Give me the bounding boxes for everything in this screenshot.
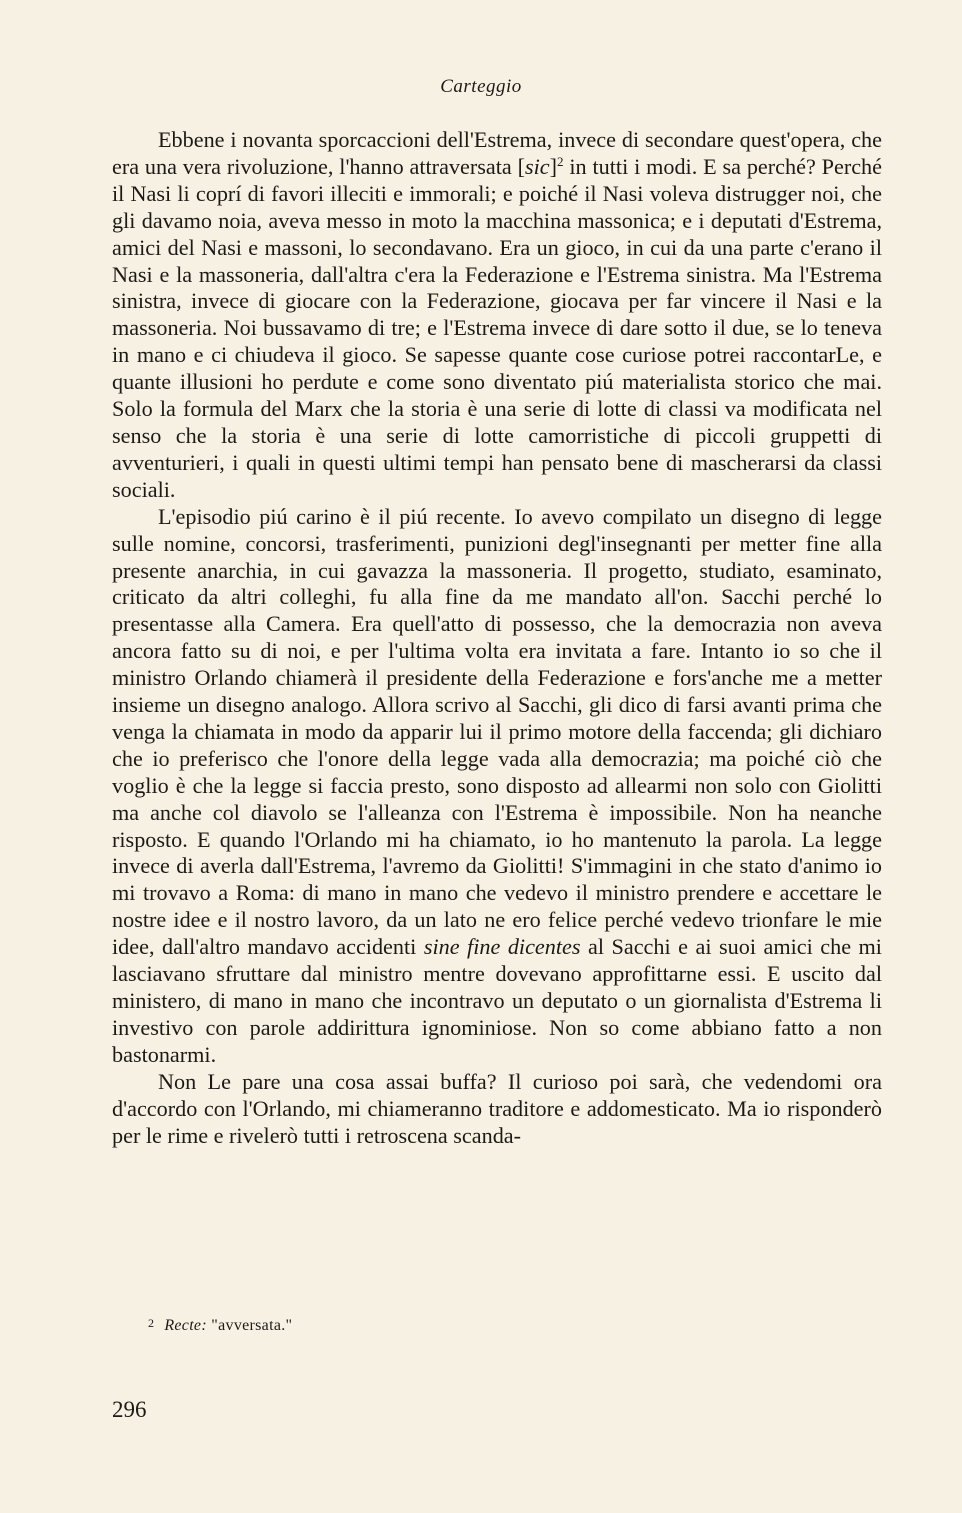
latin-phrase: sine fine dicentes	[423, 934, 581, 960]
paragraph-2-text-a: L'episodio piú carino è il piú recente. Io avevo compilato un disegno di legge sulle nomine, concorsi, trasferimenti, punizioni degl'insegnanti per metter fine alla presente anarchia, in cui gavazza la massoneria. Il progetto, studiato, esaminato, criticato da altri colleghi, fu alla fine da me mandato all'on. Sacchi perché lo presentasse alla Camera. Era quell'atto di possesso, che la democrazia non aveva ancora fatto su di noi, e per l'ultima volta era invitata a fare. Intanto io so che il ministro Orlando chiamerà il presidente della Federazione e fors'anche me a metter insieme un disegno analogo. Allora scrivo al Sacchi, gli dico di farsi avanti prima che venga la chiamata in modo da apparir lui il primo motore della faccenda; gli dichiaro che io preferisco che l'onore della legge vada alla democrazia; ma poiché ciò che voglio è che la legge si faccia presto, sono disposto ad allearmi non solo con Giolitti ma anche col diavolo se l'alleanza con l'Estrema è impossibile. Non ha neanche risposto. E quando l'Orlando mi ha chiamato, io ho mantenuto la parola. La legge invece di averla dall'Estrema, l'avremo da Giolitti! S'immagini in che stato d'animo io mi trovavo a Roma: di mano in mano che vedevo il ministro prendere e accettare le nostre idee e il nostro lavoro, da un lato ne ero felice perché vedevo trionfare le mie idee, dall'altro mandavo accidenti	[112, 503, 882, 960]
paragraph-3: Non Le pare una cosa assai buffa? Il curioso poi sarà, che vedendomi ora d'accordo con l'Orlando, mi chiameranno traditore e addomesticato. Ma io risponderò per le rime e rivelerò tutti i retroscena scanda-	[112, 1068, 882, 1148]
paragraph-2	[112, 504, 882, 1069]
footnote-label: Recte:	[164, 1317, 207, 1334]
sic-marker: sic	[524, 153, 550, 179]
footnote-reference: 2	[557, 153, 564, 169]
paragraph-1-bracket: ]	[549, 153, 558, 179]
footnote	[148, 1316, 292, 1335]
footnote-text: "avversata."	[211, 1317, 293, 1334]
paragraph-1-text-b: in tutti i modi. E sa perché? Perché il Nasi li coprí di favori illeciti e immorali; e poiché il Nasi voleva distrugger noi, che gli davamo noia, aveva messo in moto la macchina massonica; e i deputati d'Estrema, amici del Nasi e massoni, lo secondavano. Era un gioco, in cui da una parte c'erano il Nasi e la massoneria, dall'altra c'era la Federazione e l'Estrema sinistra. Ma l'Estrema sinistra, invece di giocare con la Federazione, giocava per far vincere il Nasi e la massoneria. Noi bussavamo di tre; e l'Estrema invece di dare sotto il due, se lo teneva in mano e ci chiudeva il gioco. Se sapesse quante cose curiose potrei raccontarLe, e quante illusioni ho perdute e come sono diventato piú materialista storico che mai. Solo la formula del Marx che la storia è una serie di lotte di classi va modificata nel senso che la storia è una serie di lotte camorristiche di piccoli gruppetti di avventurieri, i quali in questi ultimi tempi han pensato bene di mascherarsi da classi sociali.	[112, 153, 882, 502]
paragraph-1-text-a: Ebbene i novanta sporcaccioni dell'Estrema, invece di secondare quest'opera, che era una vera rivoluzione, l'hanno attraversata [	[112, 127, 882, 179]
running-head: Carteggio	[440, 76, 522, 97]
page-number: 296	[112, 1397, 147, 1422]
footnote-number: 2	[148, 1316, 155, 1330]
paragraph-1	[112, 127, 882, 504]
body-text	[112, 127, 882, 1149]
paragraph-2-text-b: al Sacchi e ai suoi amici che mi lasciavano sfruttare dal ministro mentre dovevano approfittarne essi. E uscito dal ministero, di mano in mano che incontravo un deputato o un giornalista d'Estrema li investivo con parole addirittura ignominiose. Non so come abbiano fatto a non bastonarmi.	[112, 934, 882, 1067]
